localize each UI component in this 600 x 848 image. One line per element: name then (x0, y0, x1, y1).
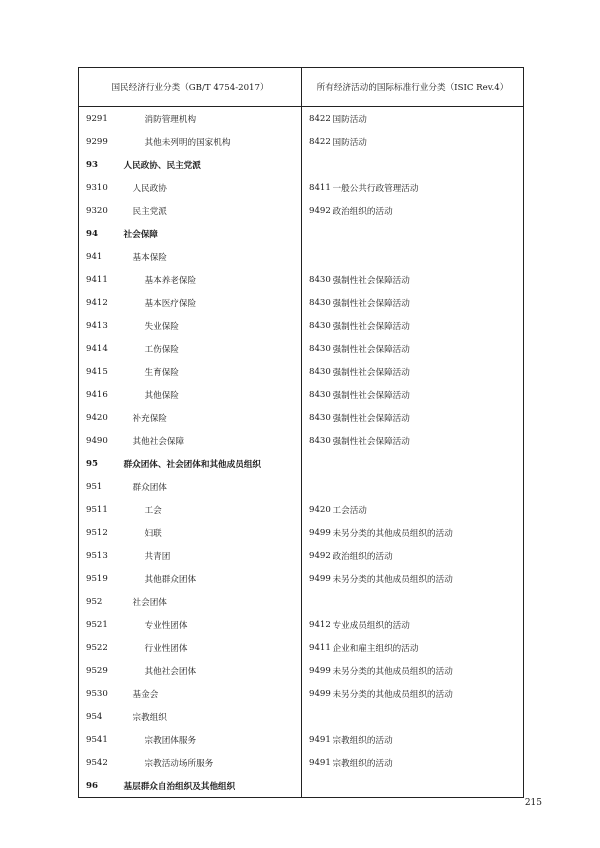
isic-name-cell (333, 590, 524, 613)
table-row (79, 659, 524, 682)
isic-code-cell: 8411 (302, 176, 333, 199)
isic-code-cell: 9499 (302, 682, 333, 705)
gbt-code-cell: 9512 (79, 521, 115, 544)
gbt-code-cell: 9310 (79, 176, 115, 199)
isic-name-cell: 强制性社会保障活动 (333, 337, 524, 360)
gbt-code-cell: 9490 (79, 429, 115, 452)
isic-code-cell: 8430 (302, 383, 333, 406)
classification-table-container (78, 67, 523, 798)
gbt-name-cell: 群众团体、社会团体和其他成员组织 (123, 459, 262, 470)
isic-name-cell: 强制性社会保障活动 (333, 383, 524, 406)
table-row (79, 107, 524, 131)
isic-name-cell: 专业成员组织的活动 (333, 613, 524, 636)
table-row (79, 452, 524, 475)
gbt-code-cell: 9542 (79, 751, 115, 774)
isic-code-cell: 9491 (302, 728, 333, 751)
gbt-code-cell: 9415 (79, 360, 115, 383)
isic-code-cell: 9412 (302, 613, 333, 636)
isic-name-cell: 未另分类的其他成员组织的活动 (333, 659, 524, 682)
gbt-code-cell: 9416 (79, 383, 115, 406)
isic-code-cell: 8430 (302, 337, 333, 360)
isic-code-cell: 9411 (302, 636, 333, 659)
table-row (79, 728, 524, 751)
isic-code-cell: 9420 (302, 498, 333, 521)
gbt-code-cell: 9519 (79, 567, 115, 590)
table-row (79, 544, 524, 567)
gbt-name-cell: 人民政协、民主党派 (123, 160, 201, 171)
isic-name-cell: 强制性社会保障活动 (333, 268, 524, 291)
isic-code-cell: 8422 (302, 130, 333, 153)
gbt-code-cell: 94 (79, 222, 115, 245)
table-row (79, 130, 524, 153)
gbt-code-cell: 941 (79, 245, 115, 268)
table-row (79, 613, 524, 636)
gbt-code-cell: 954 (79, 705, 115, 728)
gbt-name-cell: 生育保险 (144, 367, 179, 378)
table-row (79, 153, 524, 176)
isic-name-cell (333, 475, 524, 498)
isic-name-cell: 强制性社会保障活动 (333, 314, 524, 337)
gbt-code-cell: 9529 (79, 659, 115, 682)
gbt-code-cell: 9291 (79, 107, 115, 131)
isic-name-cell: 强制性社会保障活动 (333, 406, 524, 429)
isic-name-cell (333, 452, 524, 475)
gbt-name-cell: 专业性团体 (144, 620, 188, 631)
gbt-code-cell: 952 (79, 590, 115, 613)
gbt-name-cell: 妇联 (144, 528, 162, 539)
gbt-name-cell: 基本保险 (132, 252, 167, 263)
isic-name-cell (333, 245, 524, 268)
table-row (79, 475, 524, 498)
isic-name-cell: 宗教组织的活动 (333, 728, 524, 751)
gbt-name-cell: 民主党派 (132, 206, 167, 217)
gbt-name-cell: 失业保险 (144, 321, 179, 332)
gbt-name-cell: 社会团体 (132, 597, 167, 608)
gbt-name-cell: 宗教活动场所服务 (144, 758, 214, 769)
isic-name-cell (333, 705, 524, 728)
isic-code-cell (302, 475, 333, 498)
table-row (79, 337, 524, 360)
isic-code-cell: 9499 (302, 521, 333, 544)
gbt-name-cell: 宗教组织 (132, 712, 167, 723)
gbt-code-cell: 951 (79, 475, 115, 498)
classification-table (78, 67, 524, 798)
gbt-code-cell: 93 (79, 153, 115, 176)
gbt-name-cell: 补充保险 (132, 413, 167, 424)
isic-code-cell: 9499 (302, 567, 333, 590)
isic-code-cell (302, 222, 333, 245)
gbt-name-cell: 共青团 (144, 551, 171, 562)
gbt-name-cell: 其他社会团体 (144, 666, 197, 677)
isic-name-cell: 未另分类的其他成员组织的活动 (333, 567, 524, 590)
gbt-name-cell: 工伤保险 (144, 344, 179, 355)
gbt-name-cell: 社会保障 (123, 229, 158, 240)
isic-name-cell: 国防活动 (333, 107, 524, 131)
isic-name-cell: 政治组织的活动 (333, 199, 524, 222)
isic-code-cell (302, 153, 333, 176)
table-row (79, 590, 524, 613)
gbt-name-cell: 其他保险 (144, 390, 179, 401)
table-row (79, 406, 524, 429)
isic-code-cell: 9492 (302, 544, 333, 567)
isic-name-cell: 强制性社会保障活动 (333, 291, 524, 314)
isic-code-cell: 8430 (302, 314, 333, 337)
gbt-name-cell: 工会 (144, 505, 162, 516)
gbt-name-cell: 人民政协 (132, 183, 167, 194)
gbt-code-cell: 9411 (79, 268, 115, 291)
isic-code-cell: 8430 (302, 406, 333, 429)
isic-name-cell: 强制性社会保障活动 (333, 360, 524, 383)
table-row (79, 360, 524, 383)
table-row (79, 199, 524, 222)
table-row (79, 682, 524, 705)
gbt-name-cell: 其他社会保障 (132, 436, 185, 447)
table-row (79, 314, 524, 337)
isic-code-cell: 8430 (302, 429, 333, 452)
gbt-code-cell: 9412 (79, 291, 115, 314)
table-body (79, 107, 524, 798)
page-number: 215 (524, 798, 542, 808)
gbt-code-cell: 9320 (79, 199, 115, 222)
table-row (79, 268, 524, 291)
isic-name-cell: 宗教组织的活动 (333, 751, 524, 774)
isic-code-cell (302, 245, 333, 268)
isic-name-cell: 未另分类的其他成员组织的活动 (333, 521, 524, 544)
table-row (79, 222, 524, 245)
isic-column-header: 所有经济活动的国际标准行业分类（ISIC Rev.4） (302, 68, 524, 107)
table-row (79, 567, 524, 590)
gbt-name-cell: 其他未列明的国家机构 (144, 137, 231, 148)
gbt-code-cell: 9511 (79, 498, 115, 521)
table-row (79, 705, 524, 728)
table-row (79, 521, 524, 544)
gbt-code-cell: 96 (79, 774, 115, 798)
table-row (79, 429, 524, 452)
gbt-code-cell: 95 (79, 452, 115, 475)
table-row (79, 636, 524, 659)
isic-name-cell (333, 222, 524, 245)
gbt-name-cell: 基层群众自治组织及其他组织 (115, 774, 302, 798)
gbt-code-cell: 9522 (79, 636, 115, 659)
gbt-code-cell: 9299 (79, 130, 115, 153)
gbt-code-cell: 9413 (79, 314, 115, 337)
table-row (79, 751, 524, 774)
isic-code-cell (302, 774, 333, 798)
gbt-code-cell: 9521 (79, 613, 115, 636)
isic-name-cell: 一般公共行政管理活动 (333, 176, 524, 199)
isic-name-cell: 未另分类的其他成员组织的活动 (333, 682, 524, 705)
isic-name-cell (333, 774, 524, 798)
table-row (79, 291, 524, 314)
gbt-code-cell: 9513 (79, 544, 115, 567)
gbt-name-cell: 宗教团体服务 (144, 735, 197, 746)
table-header-row (79, 68, 524, 107)
isic-name-cell (333, 153, 524, 176)
table-row (79, 774, 524, 798)
gbt-name-cell: 行业性团体 (144, 643, 188, 654)
isic-code-cell (302, 590, 333, 613)
table-row (79, 383, 524, 406)
gbt-name-cell: 其他群众团体 (144, 574, 197, 585)
gbt-name-cell: 基本医疗保险 (144, 298, 197, 309)
gbt-name-cell: 基本养老保险 (144, 275, 197, 286)
isic-code-cell: 9499 (302, 659, 333, 682)
isic-code-cell (302, 452, 333, 475)
table-row (79, 176, 524, 199)
gbt-code-cell: 9414 (79, 337, 115, 360)
table-row (79, 498, 524, 521)
table-row (79, 245, 524, 268)
isic-name-cell: 政治组织的活动 (333, 544, 524, 567)
gbt-code-cell: 9541 (79, 728, 115, 751)
gbt-name-cell: 群众团体 (132, 482, 167, 493)
isic-code-cell: 8430 (302, 360, 333, 383)
isic-code-cell: 9492 (302, 199, 333, 222)
gbt-code-cell: 9420 (79, 406, 115, 429)
isic-name-cell: 国防活动 (333, 130, 524, 153)
isic-code-cell: 9491 (302, 751, 333, 774)
isic-code-cell (302, 705, 333, 728)
gbt-code-cell: 9530 (79, 682, 115, 705)
isic-name-cell: 企业和雇主组织的活动 (333, 636, 524, 659)
gbt-name-cell: 消防管理机构 (144, 114, 197, 125)
isic-code-cell: 8422 (302, 107, 333, 131)
isic-code-cell: 8430 (302, 291, 333, 314)
isic-name-cell: 工会活动 (333, 498, 524, 521)
gbt-name-cell: 基金会 (132, 689, 159, 700)
isic-code-cell: 8430 (302, 268, 333, 291)
gbt-column-header: 国民经济行业分类（GB/T 4754-2017） (79, 68, 302, 107)
isic-name-cell: 强制性社会保障活动 (333, 429, 524, 452)
